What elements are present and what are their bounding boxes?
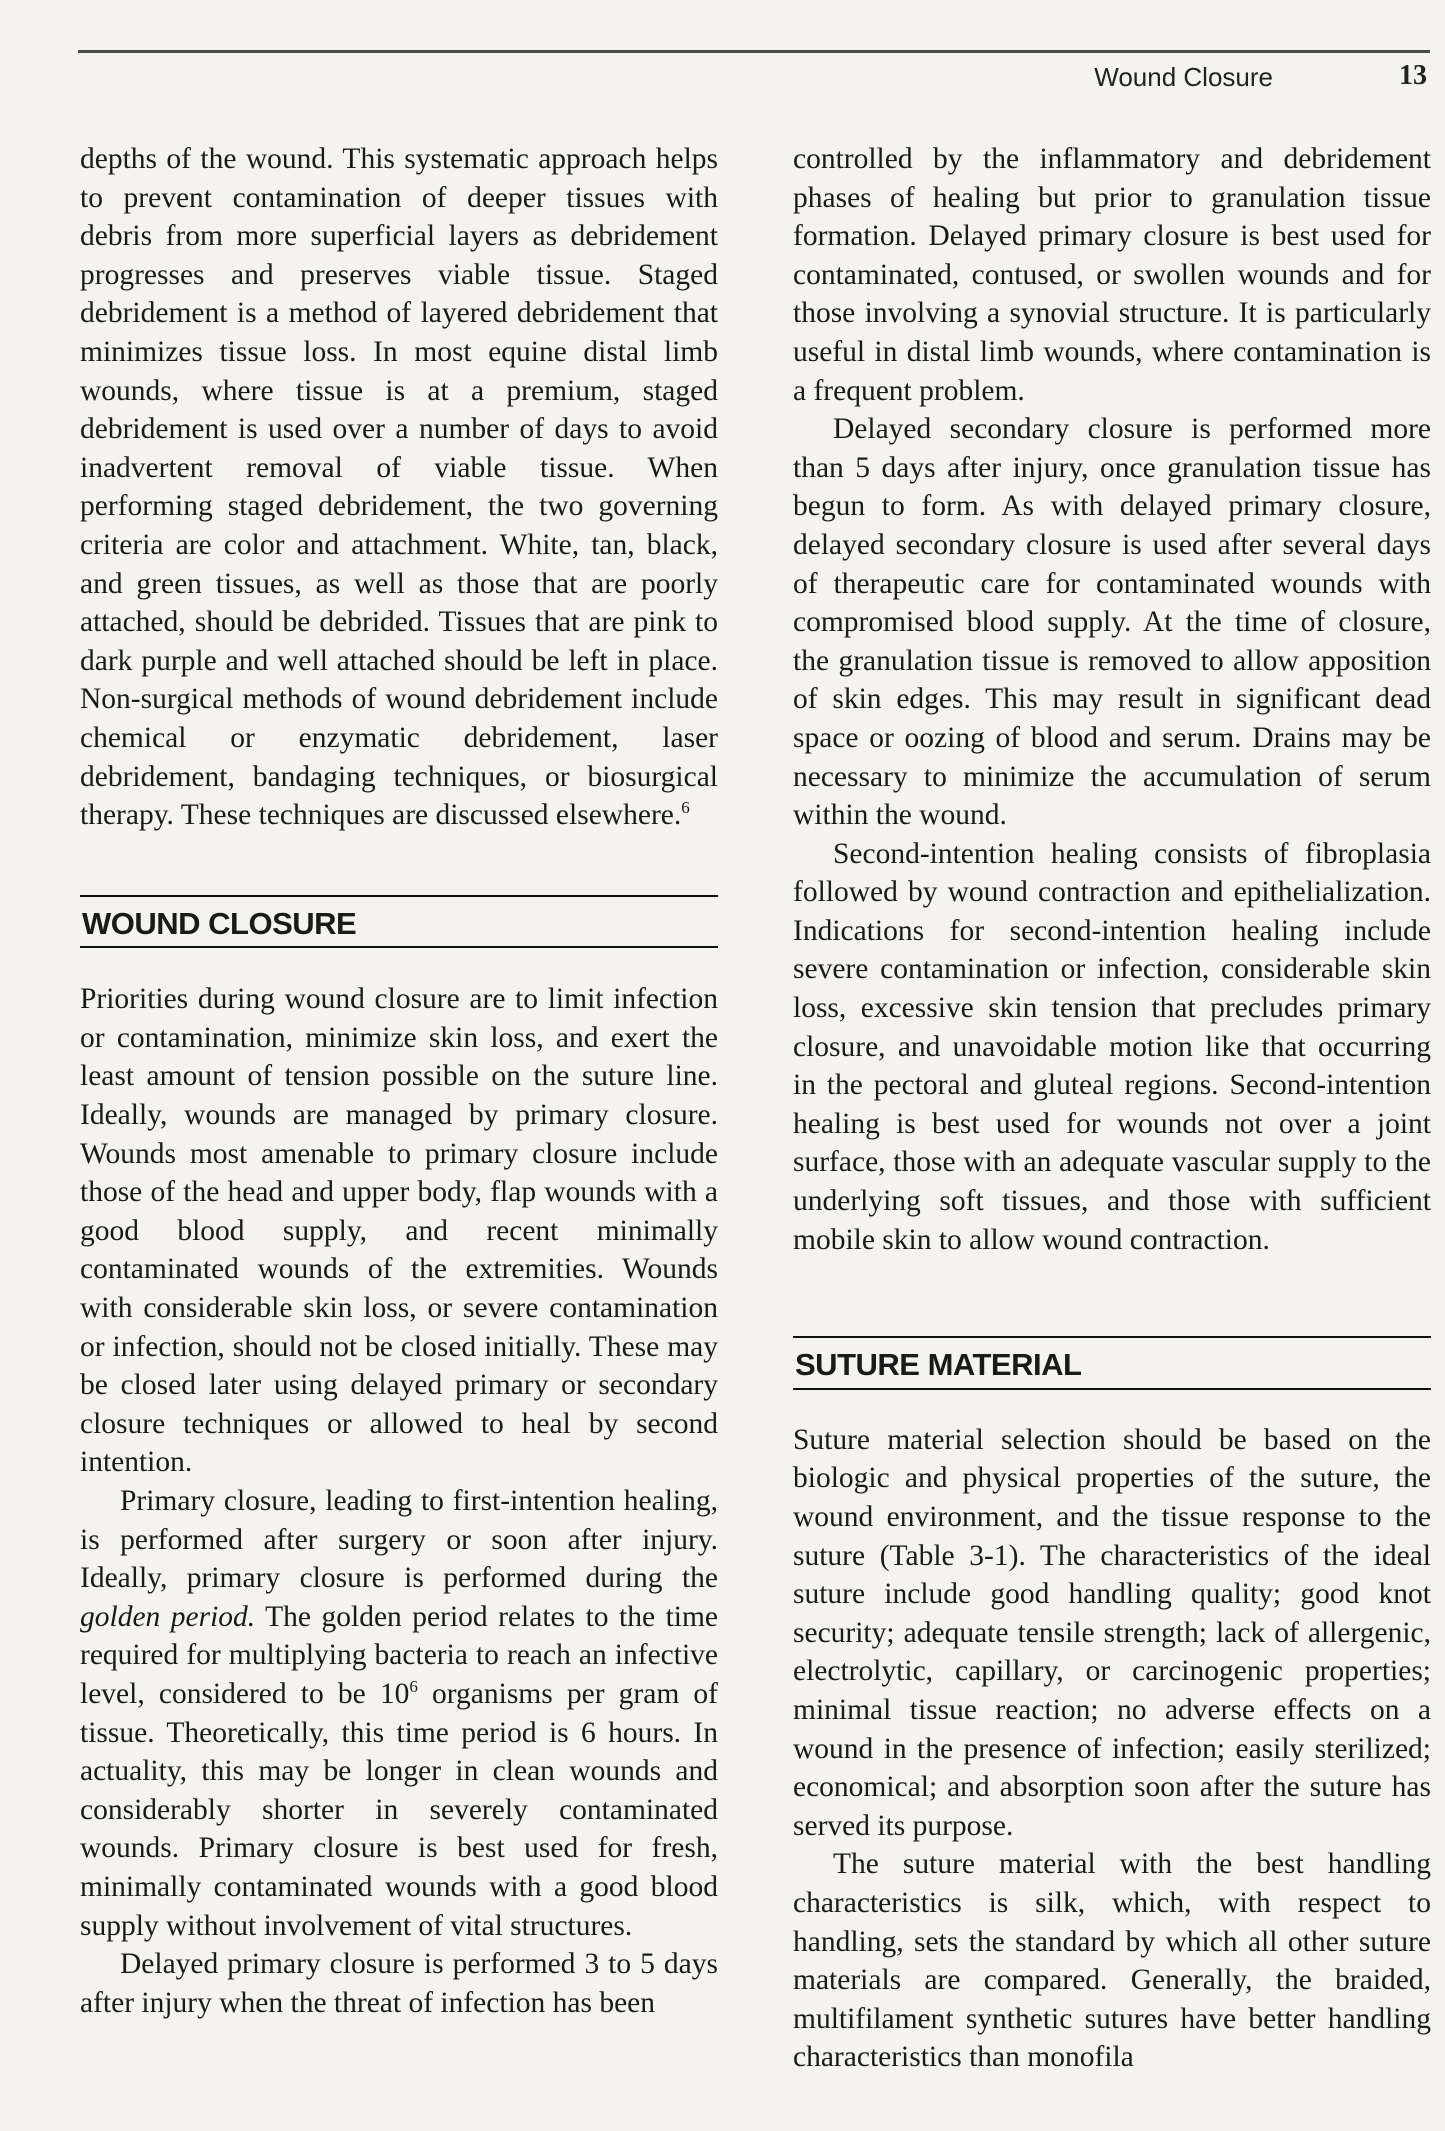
paragraph: Delayed primary closure is performed 3 to 5 days after injury when the threat of infection has been [80, 1948, 718, 2019]
paragraph-text: organisms per gram of tissue. Theoretically, this time period is 6 hours. In actuality, this may be longer in clean wounds and considerably shorter in severely contaminated wounds. Primary closure is best used for fresh, minimally contaminated wounds with a good blood supply without involvement of vital structures. [80, 1677, 718, 1942]
section-heading-wound-closure: WOUND CLOSURE [80, 895, 718, 949]
superscript-exponent: 6 [409, 1677, 418, 1697]
section-heading-suture-material: SUTURE MATERIAL [793, 1336, 1431, 1390]
paragraph: Delayed secondary closure is performed more than 5 days after injury, once granulation tissue has begun to form. As with delayed primary closure, delayed secondary closure is used after several days of therapeutic care for contaminated wounds with compromised blood supply. At the time of closure, the granulation tissue is removed to allow apposition of skin edges. This may result in significant dead space or oozing of blood and serum. Drains may be necessary to minimize the accumulation of serum within the wound. [793, 413, 1431, 832]
paragraph: The suture material with the best handling characteristics is silk, which, with respect to handling, sets the standard by which all other suture materials are compared. Generally, the braided, multifilament synthetic sutures have better handling characteristics than monofila [793, 1848, 1431, 2074]
running-title: Wound Closure [1094, 62, 1273, 92]
emphasis-term: golden period. [80, 1600, 256, 1633]
page-number: 13 [1399, 60, 1427, 91]
paragraph-text: The golden period relates to the time required for multiplying bacteria to reach an infective level, considered to be 10 [80, 1600, 718, 1710]
paragraph: Suture material selection should be based on the biologic and physical properties of the suture, the wound environment, and the tissue response to the suture (Table 3-1). The characteristics of the ideal suture include good handling quality; good knot security; adequate tensile strength; lack of allergenic, electrolytic, capillary, or carcinogenic properties; minimal tissue reaction; no adverse effects on a wound in the presence of infection; easily sterilized; economical; and absorption soon after the suture has served its purpose. [793, 1423, 1431, 1842]
paragraph-text: Primary closure, leading to first-intention healing, is performed after surgery or soon after injury. Ideally, primary closure is performed during the [80, 1485, 718, 1595]
paragraph [80, 1482, 718, 1945]
paragraph: Priorities during wound closure are to limit infection or contamination, minimize skin loss, and exert the least amount of tension possible on the suture line. Ideally, wounds are managed by primary closure. Wounds most amenable to primary closure include those of the head and upper body, flap wounds with a good blood supply, and recent minimally contaminated wounds of the extremities. Wounds with considerable skin loss, or severe contamination or infection, should not be closed initially. These may be closed later using delayed primary or secondary closure techniques or allowed to heal by second intention. [80, 983, 718, 1479]
right-column [793, 140, 1431, 2077]
paragraph: Second-intention healing consists of fibroplasia followed by wound contraction and epithelialization. Indications for second-intention healing include severe contamination or infection, considerable skin loss, excessive skin tension that precludes primary closure, and unavoidable motion like that occurring in the pectoral and gluteal regions. Second-intention healing is best used for wounds not over a joint surface, those with an adequate vascular supply to the underlying soft tissues, and those with sufficient mobile skin to allow wound contraction. [793, 837, 1431, 1256]
left-column [80, 140, 718, 2022]
paragraph [80, 140, 718, 835]
paragraph: controlled by the inflammatory and debridement phases of healing but prior to granulation tissue formation. Delayed primary closure is best used for contaminated, contused, or swollen wounds and for those involving a synovial structure. It is particularly useful in distal limb wounds, where contamination is a frequent problem. [793, 143, 1431, 407]
reference-number: 6 [681, 798, 690, 818]
header-rule [78, 50, 1430, 53]
paragraph-text: depths of the wound. This systematic approach helps to prevent contamination of deeper tissues with debris from more superficial layers as debridement progresses and preserves viable tissue. Staged debridement is a method of layered debridement that minimizes tissue loss. In most equine distal limb wounds, where tissue is at a premium, staged debridement is used over a number of days to avoid inadvertent removal of viable tissue. When performing staged debridement, the two governing criteria are color and attachment. White, tan, black, and green tissues, as well as those that are poorly attached, should be debrided. Tissues that are pink to dark purple and well attached should be left in place. Non-surgical methods of wound debridement include chemical or enzymatic debridement, laser debridement, bandaging techniques, or biosurgical therapy. These techniques are discussed elsewhere. [80, 143, 718, 832]
